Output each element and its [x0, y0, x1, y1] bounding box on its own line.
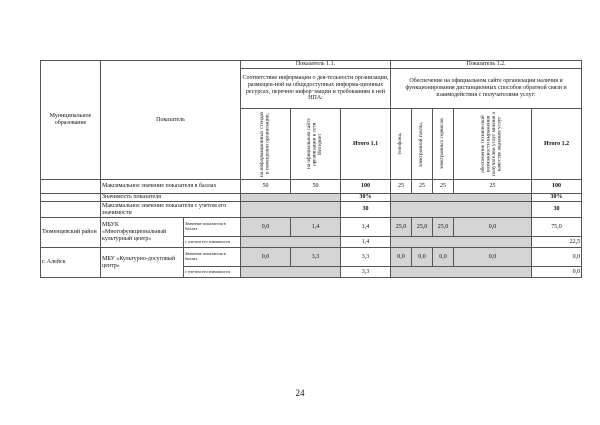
page-number: 24 [295, 388, 305, 398]
group1-title: Показатель 1.1. [241, 61, 391, 69]
group1-col1-header: на информационных стендах в помещении организации, [241, 109, 291, 180]
org-row-label: Значение показателя в баллах [184, 248, 241, 267]
max-value-cell: 50 [291, 180, 341, 194]
significance-value-1: 30% [341, 194, 391, 202]
org-value-cell: 25,0 [412, 218, 433, 237]
group2-col4-header: обеспечение технической возможности выражения получателем услуг мнения о качестве оказания услуг [454, 109, 532, 180]
org-weighted-value: 0,0 [532, 267, 582, 278]
group2-col3-header: электронных сервисов [433, 109, 454, 180]
significance-label: Значимость показателя [101, 194, 241, 202]
org-district: г. Алейск [41, 248, 101, 278]
max-value-cell: 25 [412, 180, 433, 194]
org-row-label: Значение показателя в баллах [184, 218, 241, 237]
max-value-cell: 100 [532, 180, 582, 194]
org-name: МБУК «Многофункциональный культурный центр» [101, 218, 184, 248]
org-row-label: с учетом его значимости [184, 237, 241, 248]
max-value-cell: 25 [454, 180, 532, 194]
max-weighted-value-2: 30 [532, 202, 582, 218]
org-value-cell: 3,3 [291, 248, 341, 267]
org-value-cell: 0,0 [433, 248, 454, 267]
org-weighted-value: 1,4 [341, 237, 391, 248]
significance-value-2: 30% [532, 194, 582, 202]
max-value-cell: 25 [391, 180, 412, 194]
org-value-cell: 25,0 [391, 218, 412, 237]
org-weighted-value: 3,3 [341, 267, 391, 278]
org-value-cell: 1,4 [291, 218, 341, 237]
org-value-cell: 0,0 [454, 218, 532, 237]
org-value-cell: 75,0 [532, 218, 582, 237]
max-value-label: Максимальное значение показателя в баллах [101, 180, 241, 194]
group2-total-header: Итого 1.2 [532, 109, 582, 180]
max-value-cell: 25 [433, 180, 454, 194]
group1-total-header: Итого 1.1 [341, 109, 391, 180]
group2-col2-header: электронной почты, [412, 109, 433, 180]
org-district: Тюменцевский район [41, 218, 101, 248]
org-value-cell: 0,0 [391, 248, 412, 267]
group2-description: Обеспечение на официальном сайте организации наличия и функционирования дистанционных способов обратной связи и взаимодействия с получателями услуг: [391, 69, 582, 109]
org-value-cell: 3,3 [341, 248, 391, 267]
org-value-cell: 0,0 [454, 248, 532, 267]
org-name: МБУ «Культурно-досуговый центр» [101, 248, 184, 278]
org-value-cell: 0,0 [532, 248, 582, 267]
group2-col1-header: телефона, [391, 109, 412, 180]
group2-title: Показатель 1.2. [391, 61, 582, 69]
org-weighted-value: 22,5 [532, 237, 582, 248]
max-weighted-label: Максимальное значение показателя с учетом его значимости [101, 202, 241, 218]
group1-description: Соответствие информации о дея-тельности организации, размещен-ной на общедоступных информа-ционных ресурсах, перечню инфор¬мации и требованиям к ней НПА: [241, 69, 391, 109]
header-indicator: Показатель [101, 61, 241, 180]
max-value-cell: 100 [341, 180, 391, 194]
group1-col2-header: на официальном сайте организации в сети Интернет [291, 109, 341, 180]
org-row-label: с учетом его значимости [184, 267, 241, 278]
org-value-cell: 0,0 [241, 218, 291, 237]
org-value-cell: 0,0 [412, 248, 433, 267]
org-value-cell: 25,0 [433, 218, 454, 237]
max-weighted-value-1: 30 [341, 202, 391, 218]
max-value-cell: 50 [241, 180, 291, 194]
org-value-cell: 0,0 [241, 248, 291, 267]
header-municipality: Муниципальное образование [41, 61, 101, 180]
org-value-cell: 1,4 [341, 218, 391, 237]
rating-table [40, 60, 582, 278]
